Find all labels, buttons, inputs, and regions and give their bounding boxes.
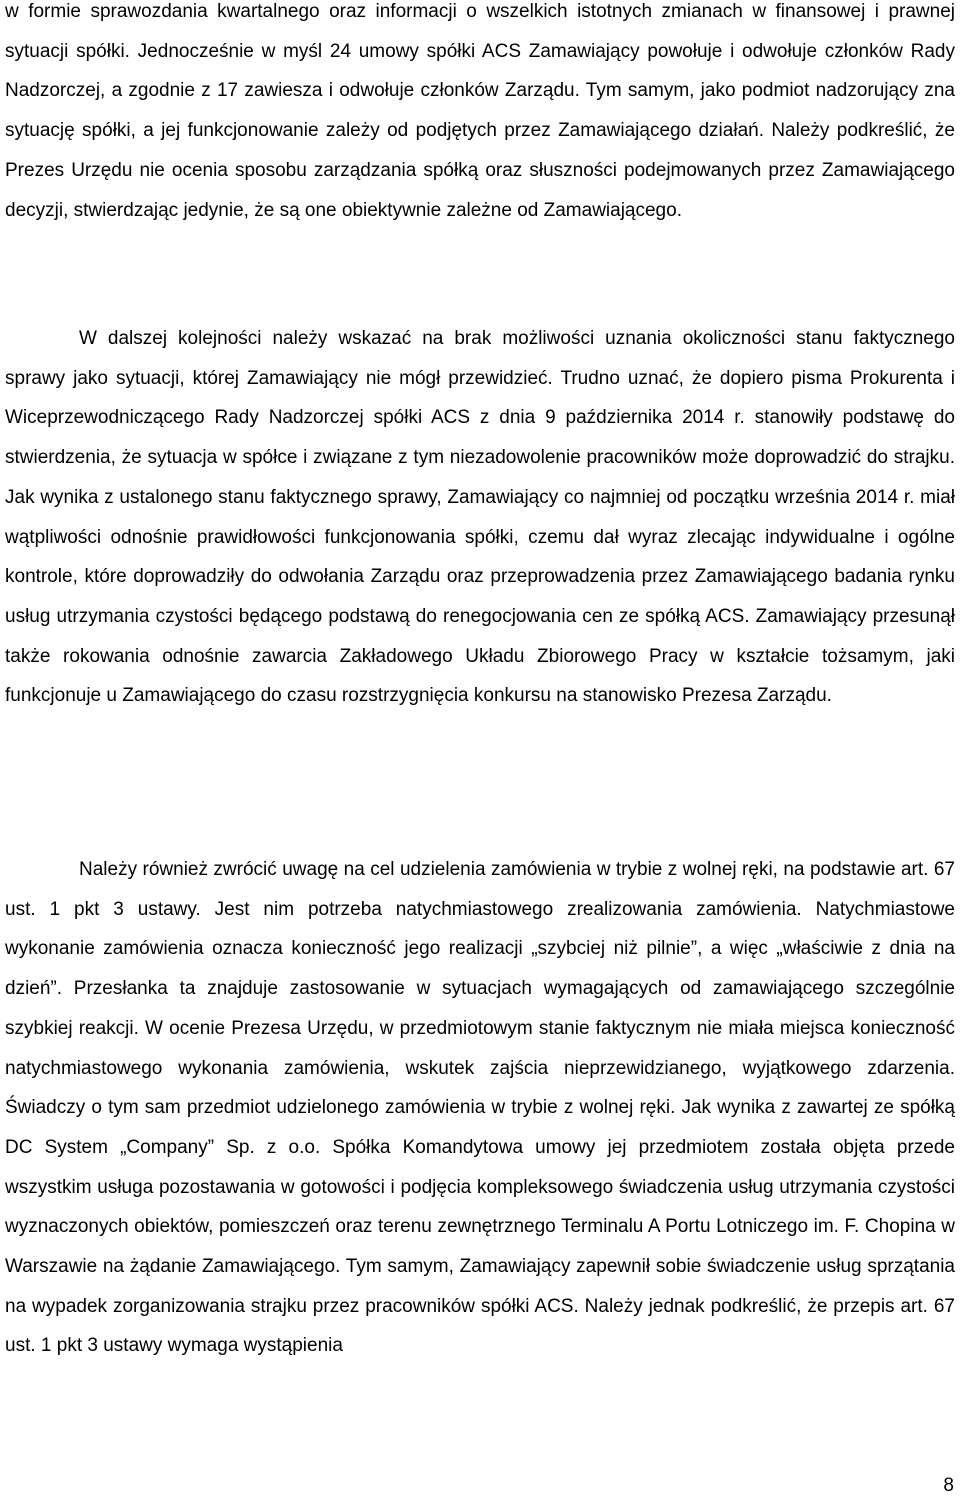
page-number: 8 — [943, 1475, 954, 1496]
paragraph-3: Należy również zwrócić uwagę na cel udzielenia zamówienia w trybie z wolnej ręki, na podstawie art. 67 ust. 1 pkt 3 ustawy. Jest nim potrzeba natychmiastowego zrealizowania zamówienia. Natychmiastowe wykonanie zamówienia oznacza konieczność jego realizacji „szybciej niż pilnie”, a więc „właściwie z dnia na dzień”. Przesłanka ta znajduje zastosowanie w sytuacjach wymagających od zamawiającego szczególnie szybkiej reakcji. W ocenie Prezesa Urzędu, w przedmiotowym stanie faktycznym nie miała miejsca konieczność natychmiastowego wykonania zamówienia, wskutek zajścia nieprzewidzianego, wyjątkowego zdarzenia. Świadczy o tym sam przedmiot udzielonego zamówienia w trybie z wolnej ręki. Jak wynika z zawartej ze spółką DC System „Company” Sp. z o.o. Spółka Komandytowa umowy jej przedmiotem została objęta przede wszystkim usługa pozostawania w gotowości i podjęcia kompleksowego świadczenia usług utrzymania czystości wyznaczonych obiektów, pomieszczeń oraz terenu zewnętrznego Terminalu A Portu Lotniczego im. F. Chopina w Warszawie na żądanie Zamawiającego. Tym samym, Zamawiający zapewnił sobie świadczenie usług sprzątania na wypadek zorganizowania strajku przez pracowników spółki ACS. Należy jednak podkreślić, że przepis art. 67 ust. 1 pkt 3 ustawy wymaga wystąpienia — [5, 859, 955, 1357]
paragraph-2: W dalszej kolejności należy wskazać na brak możliwości uznania okoliczności stanu faktycznego sprawy jako sytuacji, której Zamawiający nie mógł przewidzieć. Trudno uznać, że dopiero pisma Prokurenta i Wiceprzewodniczącego Rady Nadzorczej spółki ACS z dnia 9 października 2014 r. stanowiły podstawę do stwierdzenia, że sytuacja w spółce i związane z tym niezadowolenie pracowników może doprowadzić do strajku. Jak wynika z ustalonego stanu faktycznego sprawy, Zamawiający co najmniej od początku września 2014 r. miał wątpliwości odnośnie prawidłowości funkcjonowania spółki, czemu dał wyraz zlecając indywidualne i ogólne kontrole, które doprowadziły do odwołania Zarządu oraz przeprowadzenia przez Zamawiającego badania rynku usług utrzymania czystości będącego podstawą do renegocjowania cen ze spółką ACS. Zamawiający przesunął także rokowania odnośnie zawarcia Zakładowego Układu Zbiorowego Pracy w kształcie tożsamym, jaki funkcjonuje u Zamawiającego do czasu rozstrzygnięcia konkursu na stanowisko Prezesa Zarządu. — [5, 328, 955, 707]
paragraph-1: w formie sprawozdania kwartalnego oraz informacji o wszelkich istotnych zmianach w finansowej i prawnej sytuacji spółki. Jednocześnie w myśl 24 umowy spółki ACS Zamawiający powołuje i odwołuje członków Rady Nadzorczej, a zgodnie z 17 zawiesza i odwołuje członków Zarządu. Tym samym, jako podmiot nadzorujący zna sytuację spółki, a jej funkcjonowanie zależy od podjętych przez Zamawiającego działań. Należy podkreślić, że Prezes Urzędu nie ocenia sposobu zarządzania spółką oraz słuszności podejmowanych przez Zamawiającego decyzji, stwierdzając jedynie, że są one obiektywnie zależne od Zamawiającego. — [5, 1, 955, 221]
